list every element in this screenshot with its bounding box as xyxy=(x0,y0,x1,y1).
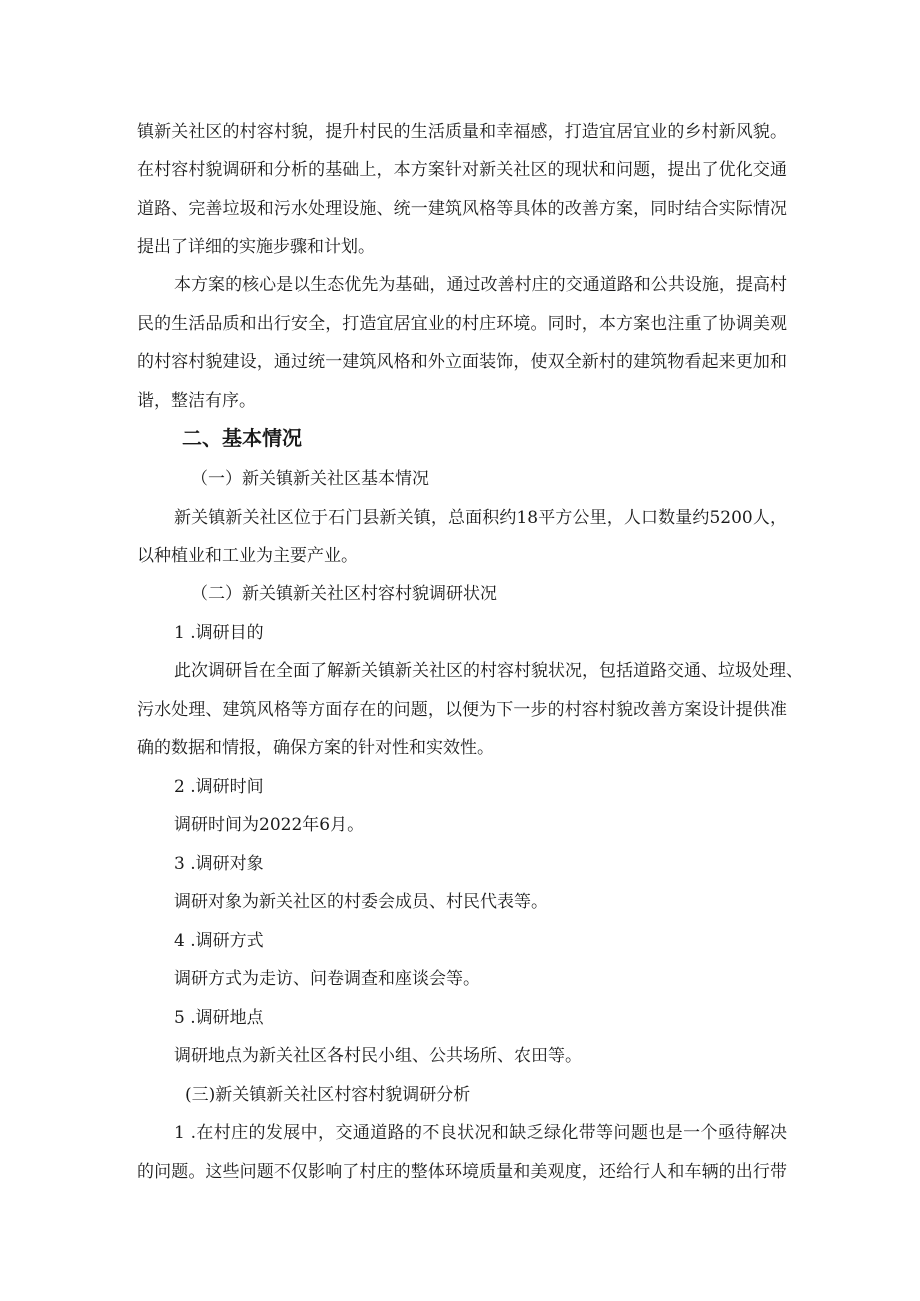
paragraph-line: 1 .在村庄的发展中，交通道路的不良状况和缺乏绿化带等问题也是一个亟待解决 xyxy=(174,1123,787,1143)
subsection-heading: （二）新关镇新关社区村容村貌调研状况 xyxy=(191,584,497,604)
paragraph-line: 新关镇新关社区位于石门县新关镇，总面积约18平方公里，人口数量约5200人， xyxy=(174,508,787,528)
paragraph-line: 在村容村貌调研和分析的基础上，本方案针对新关社区的现状和问题，提出了优化交通 xyxy=(137,160,787,180)
paragraph-line: 本方案的核心是以生态优先为基础，通过改善村庄的交通道路和公共设施，提高村 xyxy=(174,275,787,295)
paragraph-line: 污水处理、建筑风格等方面存在的问题，以便为下一步的村容村貌改善方案设计提供准 xyxy=(137,700,787,720)
paragraph-line: 以种植业和工业为主要产业。 xyxy=(137,546,358,566)
item-label: 4 .调研方式 xyxy=(174,931,264,951)
subsection-heading: （一）新关镇新关社区基本情况 xyxy=(191,469,429,489)
paragraph-line: 确的数据和情报，确保方案的针对性和实效性。 xyxy=(137,738,494,758)
paragraph-line: 的问题。这些问题不仅影响了村庄的整体环境质量和美观度，还给行人和车辆的出行带 xyxy=(137,1162,787,1182)
item-label: 3 .调研对象 xyxy=(174,854,264,874)
paragraph-line: 道路、完善垃圾和污水处理设施、统一建筑风格等具体的改善方案，同时结合实际情况 xyxy=(137,199,787,219)
paragraph-line: 镇新关社区的村容村貌，提升村民的生活质量和幸福感，打造宜居宜业的乡村新风貌。 xyxy=(137,122,787,142)
paragraph-line: 的村容村貌建设，通过统一建筑风格和外立面装饰，使双全新村的建筑物看起来更加和 xyxy=(137,352,787,372)
paragraph-line: 提出了详细的实施步骤和计划。 xyxy=(137,237,375,257)
paragraph-line: 谐，整洁有序。 xyxy=(137,391,256,411)
paragraph-line: 调研时间为2022年6月。 xyxy=(174,815,365,835)
paragraph-line: 调研方式为走访、问卷调查和座谈会等。 xyxy=(174,969,480,989)
paragraph-line: 调研对象为新关社区的村委会成员、村民代表等。 xyxy=(174,892,548,912)
paragraph-line: 民的生活品质和出行安全，打造宜居宜业的村庄环境。同时，本方案也注重了协调美观 xyxy=(137,314,787,334)
section-heading: 二、基本情况 xyxy=(182,426,302,450)
paragraph-line: 调研地点为新关社区各村民小组、公共场所、农田等。 xyxy=(174,1046,582,1066)
item-label: 1 .调研目的 xyxy=(174,623,264,643)
paragraph-line: 此次调研旨在全面了解新关镇新关社区的村容村貌状况，包括道路交通、垃圾处理、 xyxy=(174,661,803,681)
subsection-heading: (三)新关镇新关社区村容村貌调研分析 xyxy=(185,1085,471,1105)
item-label: 2 .调研时间 xyxy=(174,777,264,797)
item-label: 5 .调研地点 xyxy=(174,1008,264,1028)
